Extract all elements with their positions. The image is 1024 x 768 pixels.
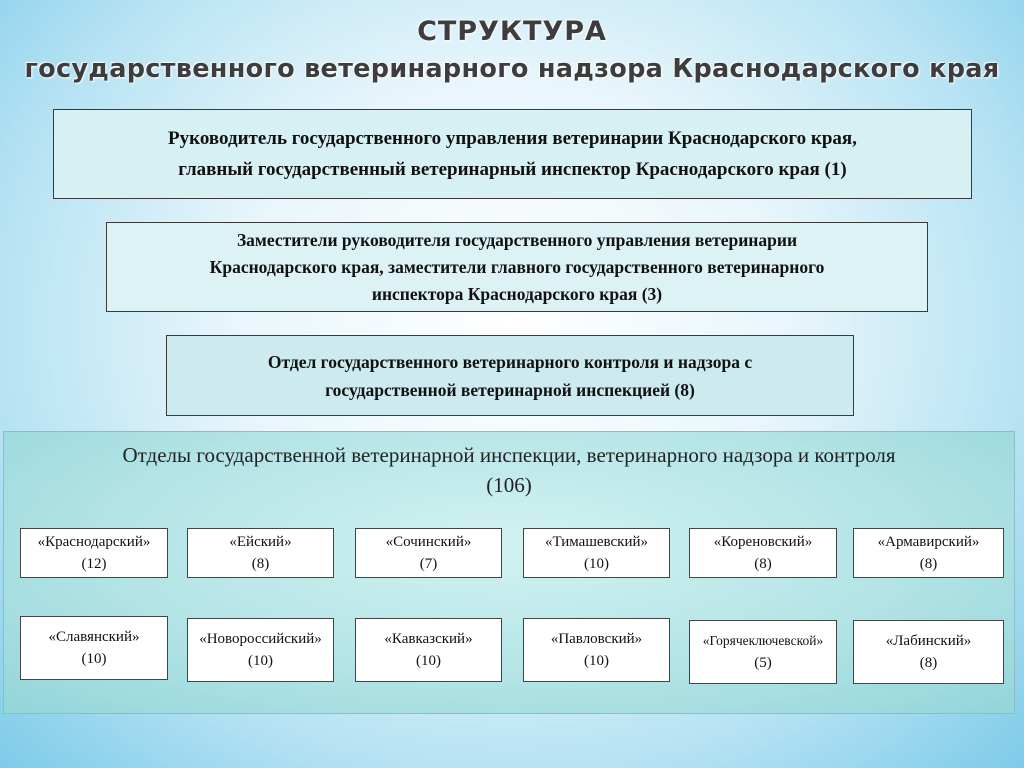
head-line-2: главный государственный ветеринарный инспектор Краснодарского края (1): [178, 159, 847, 180]
office-name: «Кореновский»: [713, 534, 813, 550]
deputies-line-3: инспектора Краснодарского края (3): [371, 283, 663, 304]
deputies-box: [106, 222, 928, 312]
office-box: [187, 618, 334, 682]
office-box: [523, 618, 670, 682]
office-count: (10): [584, 556, 609, 572]
office-box: [355, 528, 502, 578]
office-name: «Сочинский»: [385, 534, 472, 550]
office-name: «Ейский»: [229, 534, 292, 550]
inspection-title-line-1: Отделы государственной ветеринарной инспекции, ветеринарного надзора и контроля: [122, 443, 896, 467]
inspection-title: [4, 440, 1014, 500]
office-box: [853, 620, 1004, 684]
office-count: (8): [919, 556, 938, 572]
office-count: (10): [81, 651, 107, 667]
office-count: (7): [419, 556, 438, 572]
department-line-2: государственной ветеринарной инспекцией (8): [325, 379, 695, 400]
office-count: (10): [248, 653, 273, 669]
deputies-line-1: Заместители руководителя государственного управления ветеринарии: [236, 229, 798, 250]
office-name: «Новороссийский»: [199, 631, 322, 647]
office-count: (5): [754, 655, 772, 671]
office-name: «Тимашевский»: [544, 534, 649, 550]
office-name: «Краснодарский»: [37, 534, 151, 550]
office-name: «Павловский»: [550, 631, 643, 647]
department-line-1: Отдел государственного ветеринарного контроля и надзора с: [267, 351, 753, 372]
office-name: «Славянский»: [48, 629, 140, 645]
office-box: [689, 620, 837, 684]
office-box: [20, 528, 168, 578]
head-line-1: Руководитель государственного управления ветеринарии Краснодарского края,: [168, 128, 857, 149]
head-box: [53, 109, 972, 199]
office-count: (10): [416, 653, 441, 669]
office-box: [355, 618, 502, 682]
office-count: (8): [251, 556, 270, 572]
department-box: [166, 335, 854, 416]
office-name: «Армавирский»: [877, 534, 980, 550]
office-name: «Кавказский»: [384, 631, 473, 647]
office-count: (8): [754, 556, 772, 572]
office-count: (12): [81, 556, 107, 572]
office-name: «Горячеключевской»: [702, 633, 824, 648]
office-box: [20, 616, 168, 680]
deputies-line-2: Краснодарского края, заместители главного государственного ветеринарного: [209, 256, 825, 277]
page-subtitle: государственного ветеринарного надзора Краснодарского края: [24, 54, 1000, 84]
inspection-panel: [3, 431, 1015, 714]
office-count: (10): [584, 653, 609, 669]
office-count: (8): [919, 655, 938, 671]
office-box: [853, 528, 1004, 578]
office-box: [689, 528, 837, 578]
office-box: [187, 528, 334, 578]
office-name: «Лабинский»: [885, 633, 972, 649]
office-box: [523, 528, 670, 578]
inspection-title-line-2: (106): [486, 473, 532, 497]
page-title: СТРУКТУРА: [417, 16, 607, 47]
